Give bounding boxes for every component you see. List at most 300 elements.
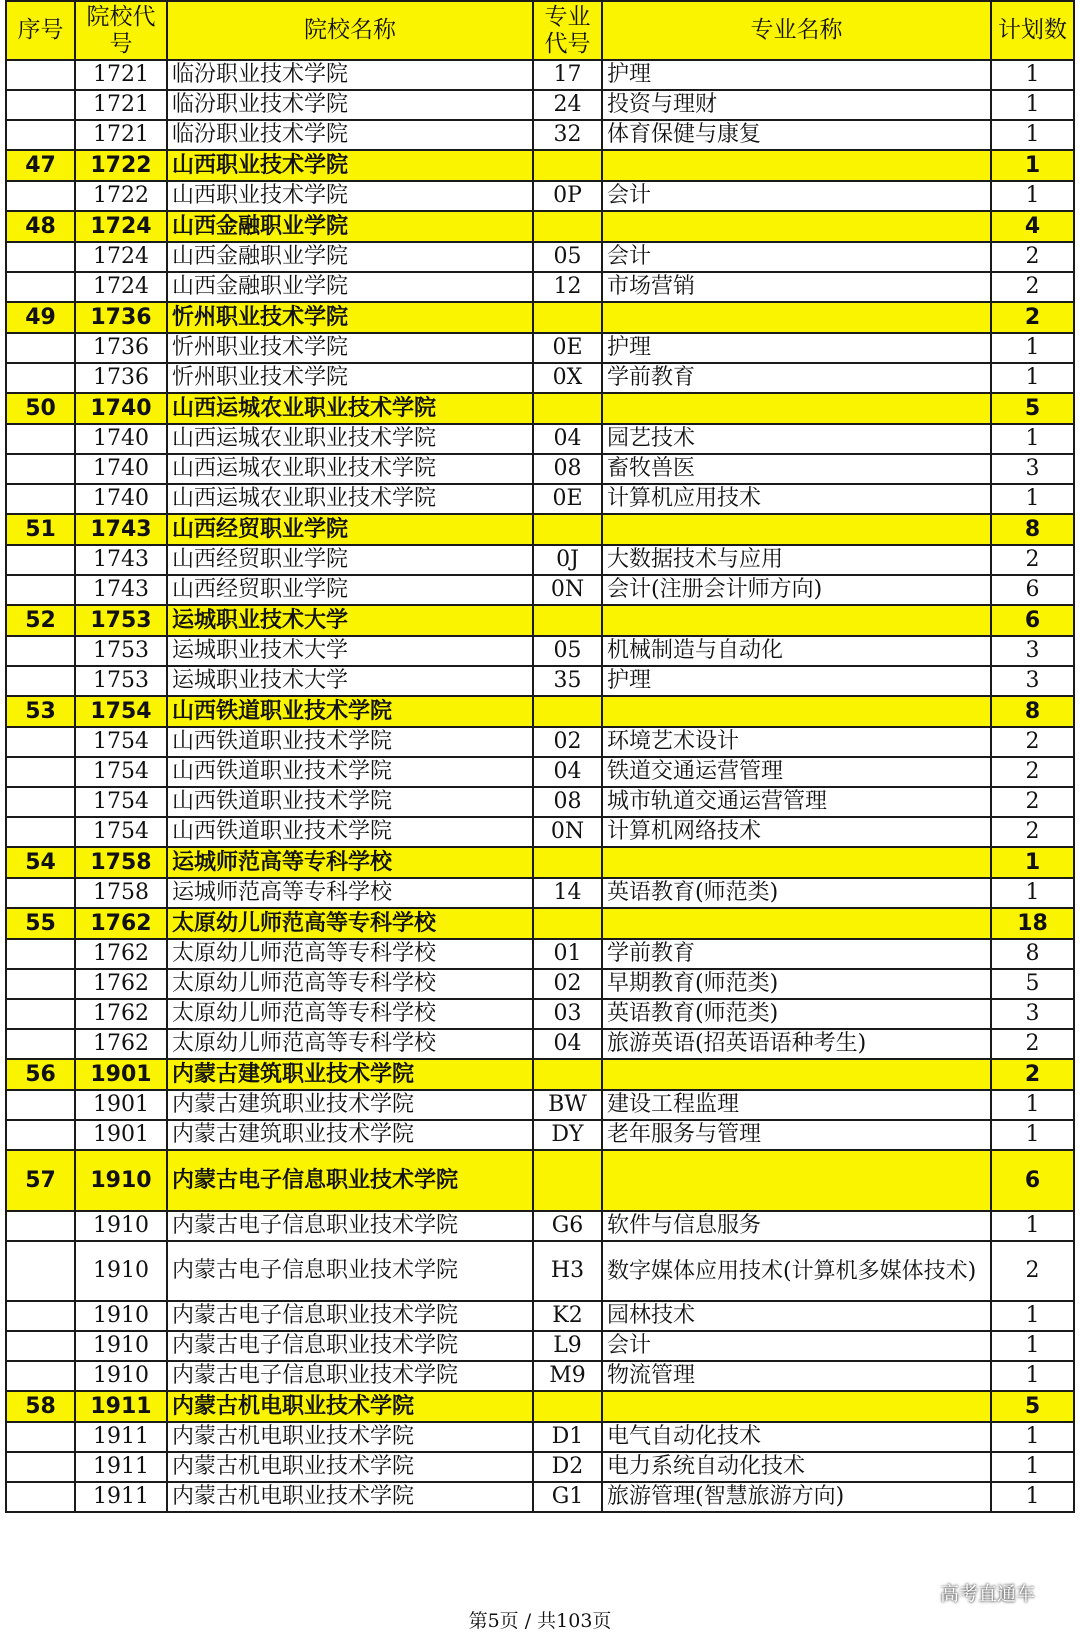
school-code-cell: 1754 — [75, 817, 167, 847]
school-name-cell: 太原幼儿师范高等专科学校 — [167, 969, 533, 999]
school-name-cell: 太原幼儿师范高等专科学校 — [167, 908, 533, 939]
major-code-cell: 02 — [533, 969, 602, 999]
major-name-cell: 园艺技术 — [602, 424, 991, 454]
school-code-cell: 1762 — [75, 939, 167, 969]
major-row — [6, 727, 1074, 757]
header-seq: 序号 — [6, 1, 75, 60]
seq-cell — [6, 1361, 75, 1391]
school-name-cell: 临汾职业技术学院 — [167, 120, 533, 150]
major-name-cell: 老年服务与管理 — [602, 1120, 991, 1150]
school-summary-row — [6, 908, 1074, 939]
seq-cell — [6, 484, 75, 514]
major-code-cell — [533, 847, 602, 878]
admission-plan-table — [5, 0, 1075, 1513]
major-name-cell: 电力系统自动化技术 — [602, 1452, 991, 1482]
school-code-cell: 1754 — [75, 727, 167, 757]
school-code-cell: 1762 — [75, 908, 167, 939]
plan-cell: 2 — [991, 787, 1074, 817]
school-code-cell: 1901 — [75, 1059, 167, 1090]
major-code-cell: DY — [533, 1120, 602, 1150]
school-code-cell: 1754 — [75, 787, 167, 817]
seq-cell — [6, 787, 75, 817]
plan-cell: 2 — [991, 757, 1074, 787]
seq-cell — [6, 939, 75, 969]
major-name-cell — [602, 393, 991, 424]
school-name-cell: 山西铁道职业技术学院 — [167, 817, 533, 847]
major-code-cell: M9 — [533, 1361, 602, 1391]
major-row — [6, 272, 1074, 302]
major-name-cell: 计算机网络技术 — [602, 817, 991, 847]
major-name-cell: 学前教育 — [602, 939, 991, 969]
plan-cell: 6 — [991, 605, 1074, 636]
school-name-cell: 内蒙古建筑职业技术学院 — [167, 1059, 533, 1090]
plan-cell: 2 — [991, 1059, 1074, 1090]
plan-cell: 1 — [991, 1211, 1074, 1241]
major-row — [6, 545, 1074, 575]
major-row — [6, 1090, 1074, 1120]
major-name-cell: 护理 — [602, 60, 991, 90]
seq-cell: 57 — [6, 1150, 75, 1211]
major-name-cell: 铁道交通运营管理 — [602, 757, 991, 787]
seq-cell: 54 — [6, 847, 75, 878]
major-code-cell: 01 — [533, 939, 602, 969]
school-name-cell: 山西职业技术学院 — [167, 181, 533, 211]
major-name-cell — [602, 696, 991, 727]
major-code-cell: 0X — [533, 363, 602, 393]
major-code-cell: D2 — [533, 1452, 602, 1482]
major-row — [6, 333, 1074, 363]
plan-cell: 1 — [991, 878, 1074, 908]
plan-cell: 8 — [991, 514, 1074, 545]
school-code-cell: 1722 — [75, 150, 167, 181]
major-code-cell: 0N — [533, 575, 602, 605]
major-row — [6, 666, 1074, 696]
school-name-cell: 忻州职业技术学院 — [167, 302, 533, 333]
plan-cell: 1 — [991, 1331, 1074, 1361]
major-code-cell — [533, 302, 602, 333]
major-row — [6, 817, 1074, 847]
major-name-cell — [602, 847, 991, 878]
school-name-cell: 内蒙古电子信息职业技术学院 — [167, 1301, 533, 1331]
major-row — [6, 1301, 1074, 1331]
major-code-cell: 04 — [533, 757, 602, 787]
header-major-code: 专业代号 — [533, 1, 602, 60]
school-name-cell: 运城职业技术大学 — [167, 636, 533, 666]
school-name-cell: 山西铁道职业技术学院 — [167, 696, 533, 727]
major-name-cell — [602, 908, 991, 939]
major-name-cell: 英语教育(师范类) — [602, 999, 991, 1029]
school-name-cell: 山西运城农业职业技术学院 — [167, 424, 533, 454]
major-code-cell: K2 — [533, 1301, 602, 1331]
seq-cell — [6, 242, 75, 272]
plan-cell: 2 — [991, 727, 1074, 757]
major-row — [6, 60, 1074, 90]
school-code-cell: 1754 — [75, 696, 167, 727]
major-row — [6, 757, 1074, 787]
major-name-cell: 环境艺术设计 — [602, 727, 991, 757]
seq-cell — [6, 363, 75, 393]
plan-cell: 1 — [991, 1361, 1074, 1391]
school-code-cell: 1736 — [75, 363, 167, 393]
school-summary-row — [6, 393, 1074, 424]
major-row — [6, 1241, 1074, 1301]
header-plan: 计划数 — [991, 1, 1074, 60]
major-row — [6, 1452, 1074, 1482]
major-code-cell: G1 — [533, 1482, 602, 1512]
school-name-cell: 内蒙古电子信息职业技术学院 — [167, 1331, 533, 1361]
header-school-name: 院校名称 — [167, 1, 533, 60]
major-row — [6, 120, 1074, 150]
school-name-cell: 运城职业技术大学 — [167, 666, 533, 696]
seq-cell: 48 — [6, 211, 75, 242]
school-summary-row — [6, 1059, 1074, 1090]
plan-cell: 1 — [991, 424, 1074, 454]
school-name-cell: 山西职业技术学院 — [167, 150, 533, 181]
major-row — [6, 454, 1074, 484]
plan-cell: 5 — [991, 1391, 1074, 1422]
plan-cell: 1 — [991, 120, 1074, 150]
brand-watermark: 高考直通车 — [940, 1583, 1036, 1605]
major-row — [6, 878, 1074, 908]
school-code-cell: 1910 — [75, 1301, 167, 1331]
seq-cell: 51 — [6, 514, 75, 545]
seq-cell — [6, 757, 75, 787]
major-row — [6, 1331, 1074, 1361]
major-code-cell: 24 — [533, 90, 602, 120]
school-name-cell: 内蒙古建筑职业技术学院 — [167, 1120, 533, 1150]
major-name-cell — [602, 302, 991, 333]
school-name-cell: 内蒙古建筑职业技术学院 — [167, 1090, 533, 1120]
school-name-cell: 临汾职业技术学院 — [167, 90, 533, 120]
major-code-cell — [533, 696, 602, 727]
plan-cell: 1 — [991, 1301, 1074, 1331]
school-name-cell: 太原幼儿师范高等专科学校 — [167, 939, 533, 969]
page-number: 第5页 / 共103页 — [468, 1610, 612, 1632]
seq-cell — [6, 727, 75, 757]
seq-cell — [6, 1301, 75, 1331]
school-code-cell: 1743 — [75, 575, 167, 605]
major-name-cell: 早期教育(师范类) — [602, 969, 991, 999]
school-name-cell: 山西金融职业学院 — [167, 242, 533, 272]
school-code-cell: 1724 — [75, 242, 167, 272]
school-name-cell: 山西金融职业学院 — [167, 211, 533, 242]
major-name-cell: 投资与理财 — [602, 90, 991, 120]
plan-cell: 8 — [991, 696, 1074, 727]
seq-cell — [6, 1211, 75, 1241]
school-summary-row — [6, 605, 1074, 636]
plan-cell: 1 — [991, 1452, 1074, 1482]
major-row — [6, 575, 1074, 605]
school-summary-row — [6, 302, 1074, 333]
table-body — [6, 60, 1074, 1512]
school-code-cell: 1753 — [75, 666, 167, 696]
major-row — [6, 181, 1074, 211]
major-row — [6, 969, 1074, 999]
major-name-cell: 计算机应用技术 — [602, 484, 991, 514]
major-code-cell: 08 — [533, 787, 602, 817]
major-name-cell: 软件与信息服务 — [602, 1211, 991, 1241]
school-summary-row — [6, 1391, 1074, 1422]
seq-cell — [6, 272, 75, 302]
school-name-cell: 运城职业技术大学 — [167, 605, 533, 636]
plan-cell: 4 — [991, 211, 1074, 242]
major-code-cell: 0E — [533, 484, 602, 514]
plan-cell: 6 — [991, 1150, 1074, 1211]
seq-cell — [6, 1331, 75, 1361]
plan-cell: 1 — [991, 90, 1074, 120]
school-code-cell: 1911 — [75, 1422, 167, 1452]
major-row — [6, 939, 1074, 969]
seq-cell — [6, 999, 75, 1029]
major-row — [6, 1482, 1074, 1512]
major-code-cell: 0P — [533, 181, 602, 211]
major-code-cell: 03 — [533, 999, 602, 1029]
school-name-cell: 内蒙古电子信息职业技术学院 — [167, 1361, 533, 1391]
plan-cell: 1 — [991, 847, 1074, 878]
major-code-cell: 17 — [533, 60, 602, 90]
major-row — [6, 1029, 1074, 1059]
major-name-cell: 护理 — [602, 666, 991, 696]
school-code-cell: 1911 — [75, 1391, 167, 1422]
school-summary-row — [6, 696, 1074, 727]
plan-cell: 2 — [991, 302, 1074, 333]
school-code-cell: 1910 — [75, 1211, 167, 1241]
major-code-cell: 02 — [533, 727, 602, 757]
table-header-row — [6, 1, 1074, 60]
seq-cell — [6, 1422, 75, 1452]
seq-cell — [6, 545, 75, 575]
school-code-cell: 1762 — [75, 999, 167, 1029]
school-code-cell: 1724 — [75, 272, 167, 302]
major-code-cell — [533, 211, 602, 242]
major-row — [6, 424, 1074, 454]
seq-cell — [6, 878, 75, 908]
school-code-cell: 1736 — [75, 333, 167, 363]
plan-cell: 1 — [991, 1422, 1074, 1452]
school-name-cell: 内蒙古电子信息职业技术学院 — [167, 1241, 533, 1301]
major-code-cell: 35 — [533, 666, 602, 696]
seq-cell — [6, 1120, 75, 1150]
school-name-cell: 山西运城农业职业技术学院 — [167, 393, 533, 424]
major-name-cell: 体育保健与康复 — [602, 120, 991, 150]
school-summary-row — [6, 150, 1074, 181]
school-code-cell: 1753 — [75, 605, 167, 636]
major-row — [6, 90, 1074, 120]
seq-cell — [6, 575, 75, 605]
school-code-cell: 1910 — [75, 1361, 167, 1391]
seq-cell — [6, 636, 75, 666]
plan-cell: 2 — [991, 242, 1074, 272]
school-name-cell: 太原幼儿师范高等专科学校 — [167, 1029, 533, 1059]
major-name-cell: 会计 — [602, 181, 991, 211]
school-code-cell: 1910 — [75, 1150, 167, 1211]
plan-cell: 5 — [991, 969, 1074, 999]
major-row — [6, 787, 1074, 817]
major-code-cell: 04 — [533, 424, 602, 454]
header-school-code: 院校代号 — [75, 1, 167, 60]
school-code-cell: 1762 — [75, 969, 167, 999]
major-code-cell — [533, 514, 602, 545]
school-code-cell: 1910 — [75, 1241, 167, 1301]
seq-cell — [6, 969, 75, 999]
major-code-cell: 04 — [533, 1029, 602, 1059]
major-code-cell — [533, 605, 602, 636]
seq-cell — [6, 1241, 75, 1301]
major-name-cell — [602, 150, 991, 181]
major-code-cell — [533, 908, 602, 939]
header-major-name: 专业名称 — [602, 1, 991, 60]
plan-cell: 1 — [991, 150, 1074, 181]
major-row — [6, 1211, 1074, 1241]
school-code-cell: 1901 — [75, 1120, 167, 1150]
seq-cell — [6, 817, 75, 847]
school-name-cell: 内蒙古机电职业技术学院 — [167, 1482, 533, 1512]
major-name-cell: 物流管理 — [602, 1361, 991, 1391]
school-summary-row — [6, 1150, 1074, 1211]
seq-cell: 49 — [6, 302, 75, 333]
seq-cell — [6, 1029, 75, 1059]
school-code-cell: 1758 — [75, 847, 167, 878]
school-code-cell: 1754 — [75, 757, 167, 787]
plan-cell: 1 — [991, 1090, 1074, 1120]
school-name-cell: 山西经贸职业学院 — [167, 545, 533, 575]
school-code-cell: 1721 — [75, 120, 167, 150]
school-name-cell: 山西金融职业学院 — [167, 272, 533, 302]
plan-cell: 1 — [991, 1482, 1074, 1512]
major-name-cell: 园林技术 — [602, 1301, 991, 1331]
major-code-cell: 08 — [533, 454, 602, 484]
major-name-cell: 建设工程监理 — [602, 1090, 991, 1120]
seq-cell: 58 — [6, 1391, 75, 1422]
major-code-cell: 05 — [533, 242, 602, 272]
school-code-cell: 1724 — [75, 211, 167, 242]
seq-cell: 55 — [6, 908, 75, 939]
major-code-cell — [533, 393, 602, 424]
major-name-cell: 旅游英语(招英语语种考生) — [602, 1029, 991, 1059]
major-code-cell: G6 — [533, 1211, 602, 1241]
school-name-cell: 太原幼儿师范高等专科学校 — [167, 999, 533, 1029]
major-name-cell: 大数据技术与应用 — [602, 545, 991, 575]
plan-cell: 8 — [991, 939, 1074, 969]
school-code-cell: 1743 — [75, 545, 167, 575]
plan-cell: 1 — [991, 363, 1074, 393]
seq-cell: 56 — [6, 1059, 75, 1090]
major-name-cell: 会计 — [602, 242, 991, 272]
school-name-cell: 山西铁道职业技术学院 — [167, 787, 533, 817]
school-code-cell: 1911 — [75, 1452, 167, 1482]
school-code-cell: 1753 — [75, 636, 167, 666]
school-summary-row — [6, 514, 1074, 545]
plan-cell: 5 — [991, 393, 1074, 424]
school-name-cell: 山西运城农业职业技术学院 — [167, 454, 533, 484]
major-name-cell: 会计(注册会计师方向) — [602, 575, 991, 605]
major-row — [6, 999, 1074, 1029]
seq-cell — [6, 60, 75, 90]
seq-cell — [6, 333, 75, 363]
seq-cell — [6, 181, 75, 211]
seq-cell: 52 — [6, 605, 75, 636]
major-name-cell: 市场营销 — [602, 272, 991, 302]
school-name-cell: 山西经贸职业学院 — [167, 514, 533, 545]
major-name-cell: 学前教育 — [602, 363, 991, 393]
school-summary-row — [6, 847, 1074, 878]
major-code-cell: BW — [533, 1090, 602, 1120]
school-name-cell: 临汾职业技术学院 — [167, 60, 533, 90]
plan-cell: 1 — [991, 1120, 1074, 1150]
school-code-cell: 1910 — [75, 1331, 167, 1361]
major-code-cell: L9 — [533, 1331, 602, 1361]
seq-cell — [6, 1090, 75, 1120]
school-name-cell: 内蒙古机电职业技术学院 — [167, 1391, 533, 1422]
school-code-cell: 1911 — [75, 1482, 167, 1512]
seq-cell — [6, 666, 75, 696]
school-name-cell: 山西铁道职业技术学院 — [167, 757, 533, 787]
plan-cell: 2 — [991, 272, 1074, 302]
plan-cell: 2 — [991, 1029, 1074, 1059]
seq-cell: 47 — [6, 150, 75, 181]
seq-cell — [6, 90, 75, 120]
major-row — [6, 363, 1074, 393]
major-code-cell: 14 — [533, 878, 602, 908]
school-code-cell: 1758 — [75, 878, 167, 908]
major-name-cell — [602, 605, 991, 636]
school-code-cell: 1743 — [75, 514, 167, 545]
major-name-cell: 英语教育(师范类) — [602, 878, 991, 908]
seq-cell: 53 — [6, 696, 75, 727]
major-code-cell: D1 — [533, 1422, 602, 1452]
school-name-cell: 忻州职业技术学院 — [167, 333, 533, 363]
school-code-cell: 1740 — [75, 484, 167, 514]
major-code-cell: 05 — [533, 636, 602, 666]
major-name-cell: 畜牧兽医 — [602, 454, 991, 484]
plan-cell: 6 — [991, 575, 1074, 605]
school-code-cell: 1721 — [75, 90, 167, 120]
major-code-cell: 0J — [533, 545, 602, 575]
seq-cell — [6, 424, 75, 454]
plan-cell: 3 — [991, 999, 1074, 1029]
plan-cell: 3 — [991, 666, 1074, 696]
school-code-cell: 1721 — [75, 60, 167, 90]
major-name-cell: 旅游管理(智慧旅游方向) — [602, 1482, 991, 1512]
plan-cell: 2 — [991, 1241, 1074, 1301]
major-name-cell — [602, 1150, 991, 1211]
major-code-cell: 32 — [533, 120, 602, 150]
plan-cell: 2 — [991, 817, 1074, 847]
major-code-cell: 0N — [533, 817, 602, 847]
seq-cell — [6, 1452, 75, 1482]
school-code-cell: 1740 — [75, 454, 167, 484]
major-row — [6, 1422, 1074, 1452]
major-row — [6, 1361, 1074, 1391]
plan-cell: 1 — [991, 484, 1074, 514]
school-name-cell: 内蒙古电子信息职业技术学院 — [167, 1211, 533, 1241]
major-name-cell: 护理 — [602, 333, 991, 363]
plan-cell: 3 — [991, 636, 1074, 666]
school-name-cell: 山西运城农业职业技术学院 — [167, 484, 533, 514]
plan-cell: 18 — [991, 908, 1074, 939]
school-name-cell: 忻州职业技术学院 — [167, 363, 533, 393]
major-code-cell — [533, 1391, 602, 1422]
major-name-cell — [602, 1391, 991, 1422]
seq-cell — [6, 120, 75, 150]
major-name-cell — [602, 514, 991, 545]
major-name-cell — [602, 1059, 991, 1090]
plan-cell: 1 — [991, 333, 1074, 363]
plan-cell: 1 — [991, 60, 1074, 90]
admission-plan-table-wrapper — [5, 0, 1073, 1513]
major-code-cell: 0E — [533, 333, 602, 363]
major-name-cell: 数字媒体应用技术(计算机多媒体技术) — [602, 1241, 991, 1301]
